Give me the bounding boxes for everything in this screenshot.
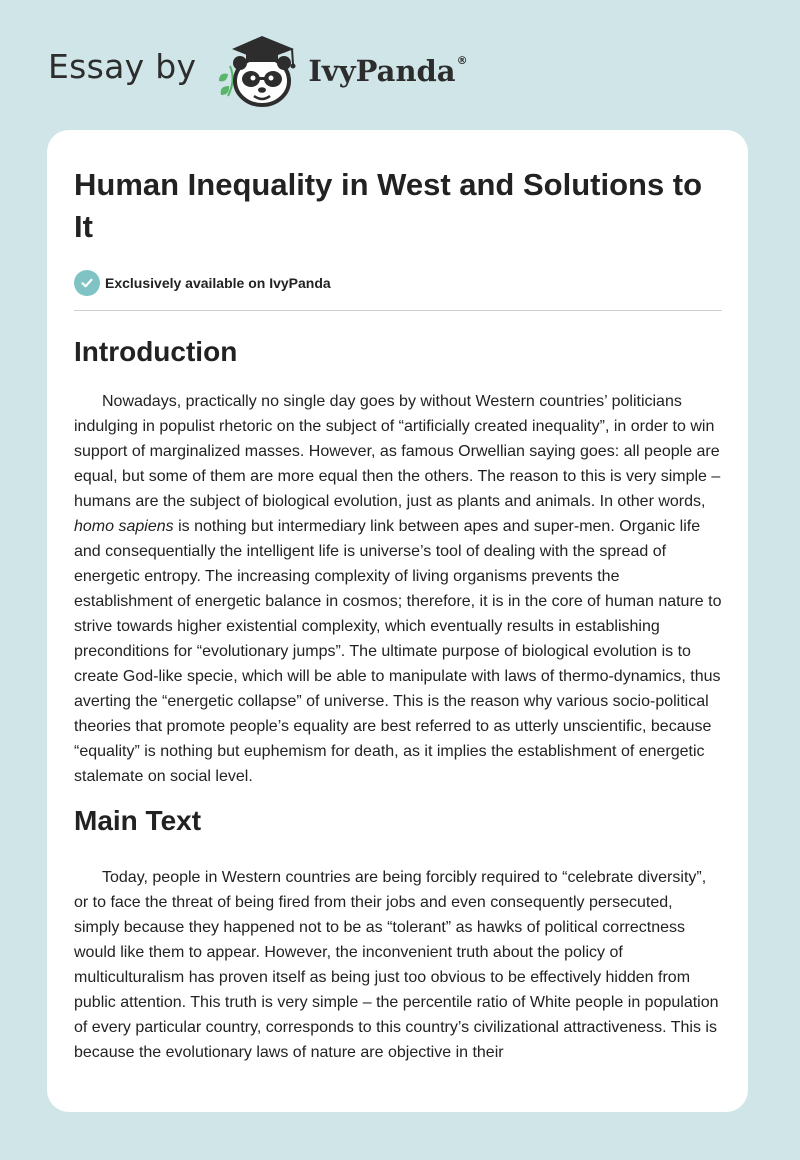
- panda-logo-icon: [214, 30, 304, 110]
- title-divider: [74, 310, 722, 311]
- introduction-paragraph: [74, 389, 722, 789]
- brand-header[interactable]: [48, 30, 468, 110]
- main-text-paragraph: Today, people in Western countries are being forcibly required to “celebrate diversity”, or to face the threat of being fired from their jobs and even consequently persecuted, simply because they happened not to be as “tolerant” as hawks of political correctness would like them to appear. However, the inconvenient truth about the policy of multiculturalism has proven itself as being just too obvious to be effectively hidden from public attention. This truth is very simple – the percentile ratio of White people in population of every particular country, corresponds to this country’s civilizational attractiveness. This is because the evolutionary laws of nature are objective in their: [74, 869, 719, 1061]
- intro-italic-term: homo sapiens: [74, 518, 174, 535]
- exclusive-badge: [74, 270, 722, 296]
- checkmark-icon: [74, 270, 100, 296]
- page-title: Human Inequality in West and Solutions to It: [74, 167, 703, 244]
- badge-text: Exclusively available on IvyPanda: [105, 275, 331, 291]
- brand-name-text: IvyPanda: [308, 54, 456, 88]
- brand-name: [308, 54, 467, 88]
- registered-mark: ®: [456, 54, 468, 67]
- introduction-heading: Introduction: [74, 336, 238, 367]
- brand-prefix: Essay by: [48, 46, 197, 86]
- main-text-heading: Main Text: [74, 805, 202, 836]
- intro-text-part-1: Nowadays, practically no single day goes by without Western countries’ politicians indulging in populist rhetoric on the subject of “artificially created inequality”, in order to win support of marginalized masses. However, as famous Orwellian saying goes: all people are equal, but some of them are more equal then the others. The reason to this is very simple – humans are the subject of biological evolution, just as plants and animals. In other words,: [74, 393, 721, 510]
- intro-text-part-2: is nothing but intermediary link between apes and super-men. Organic life and consequentially the intelligent life is universe’s tool of dealing with the spread of energetic entropy. The increasing complexity of living organisms prevents the establishment of energetic balance in cosmos; therefore, it is in the core of human nature to strive towards higher existential complexity, which eventually results in establishing preconditions for “evolutionary jumps”. The ultimate purpose of biological evolution is to create God-like specie, which will be able to manipulate with laws of thermo-dynamics, thus averting the “energetic collapse” of universe. This is the reason why various socio-political theories that promote people’s equality are best referred to as utterly unscientific, because “equality” is nothing but euphemism for death, as it implies the establishment of energetic stalemate on social level.: [74, 518, 722, 785]
- essay-card: [47, 130, 748, 1112]
- essay-content: [74, 130, 722, 1065]
